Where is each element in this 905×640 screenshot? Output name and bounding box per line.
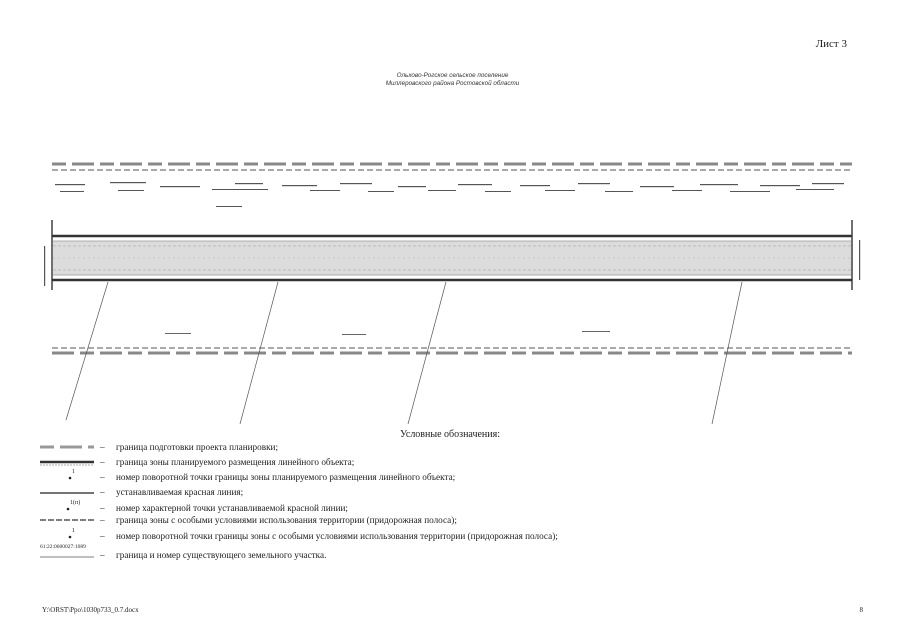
legend-item-linear-object-zone: – граница зоны планируемого размещения линейного объекта; bbox=[100, 457, 355, 467]
title-line-1: Ольхово-Рогское сельское поселение bbox=[396, 72, 509, 79]
legend-text: номер характерной точки устанавливаемой красной линии; bbox=[116, 503, 348, 513]
file-path: Y:\ORST\Ppo\1030p733_0.7.docx bbox=[42, 606, 139, 614]
legend-text: номер поворотной точки границы зоны планируемого размещения линейного объекта; bbox=[116, 472, 456, 482]
legend-item-roadside-zone: – граница зоны с особыми условиями использования территории (придорожная полоса); bbox=[100, 515, 457, 525]
sheet-number: Лист 3 bbox=[815, 38, 847, 50]
legend-heading: Условные обозначения: bbox=[400, 429, 501, 440]
legend-item-red-line-point: 1(п) – номер характерной точки устанавливаемой красной линии; bbox=[70, 500, 348, 513]
road-corridor bbox=[52, 220, 852, 290]
legend-text: граница зоны с особыми условиями использования территории (придорожная полоса); bbox=[116, 515, 457, 525]
lower-labels bbox=[165, 331, 610, 335]
page-number: 8 bbox=[859, 606, 863, 614]
legend-item-planning-boundary: – граница подготовки проекта планировки; bbox=[100, 442, 279, 452]
legend-text: устанавливаемая красная линия; bbox=[116, 487, 244, 497]
roadside-point-mark: 1 bbox=[72, 528, 75, 534]
legend-text: граница и номер существующего земельного участка. bbox=[116, 550, 327, 560]
red-line-point-mark: 1(п) bbox=[70, 500, 81, 506]
legend-item-land-plot: 61:22:0600027:1089 – граница и номер существующего земельного участка. bbox=[40, 544, 327, 560]
legend-text: номер поворотной точки границы зоны с особыми условиями использования территории (придорожная полоса); bbox=[116, 531, 558, 541]
legend-item-red-line: – устанавливаемая красная линия; bbox=[100, 487, 244, 497]
upper-labels-band bbox=[55, 182, 844, 207]
upper-boundary-lines bbox=[52, 164, 852, 170]
title-line-2: Миллеровского района Ростовской области bbox=[385, 80, 520, 87]
legend-item-roadside-point: 1 – номер поворотной точки границы зоны с особыми условиями использования территории (придорожная полоса); bbox=[72, 528, 558, 541]
lower-boundary-lines bbox=[52, 348, 852, 353]
turn-point-mark: 1 bbox=[72, 469, 75, 475]
legend-item-turn-point: 1 – номер поворотной точки границы зоны планируемого размещения линейного объекта; bbox=[72, 469, 456, 482]
legend-text: граница зоны планируемого размещения линейного объекта; bbox=[116, 457, 355, 467]
land-plot-number: 61:22:0600027:1089 bbox=[40, 544, 86, 550]
legend-text: граница подготовки проекта планировки; bbox=[116, 442, 279, 452]
